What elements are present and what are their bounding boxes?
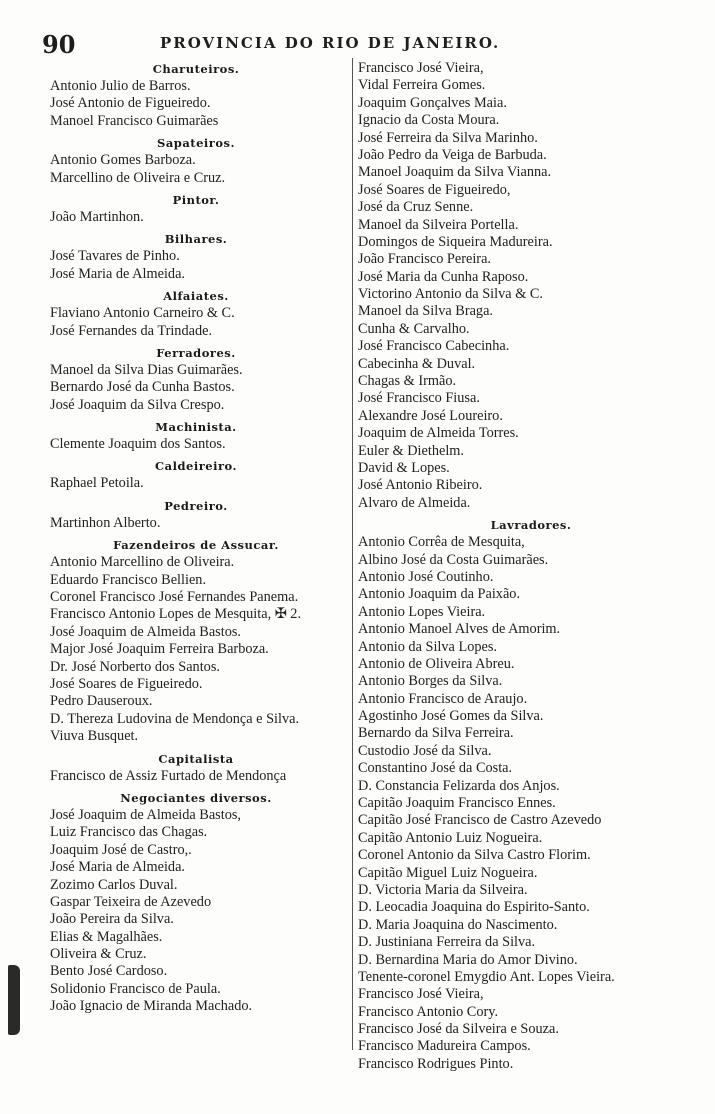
page-number: 90 bbox=[42, 30, 76, 59]
section-fazendeiros-de-assucar bbox=[42, 536, 350, 749]
directory-entry: Euler & Diethelm. bbox=[358, 442, 465, 459]
directory-entry: D. Constancia Felizarda dos Anjos. bbox=[358, 777, 560, 794]
section-heading: Negociantes diversos. bbox=[120, 790, 272, 805]
section-heading: Alfaiates. bbox=[163, 289, 229, 304]
directory-entry: Eduardo Francisco Bellien. bbox=[50, 571, 207, 588]
section-heading: Sapateiros. bbox=[157, 136, 235, 151]
section-lavradores bbox=[356, 516, 706, 1077]
directory-entry: Francisco de Assiz Furtado de Mendonça bbox=[50, 767, 287, 784]
directory-entry: Capitão Miguel Luiz Nogueira. bbox=[358, 864, 538, 881]
directory-entry: Cabecinha & Duval. bbox=[358, 355, 476, 372]
directory-entry: José Tavares de Pinho. bbox=[50, 248, 180, 265]
directory-entry: Alvaro de Almeida. bbox=[358, 494, 471, 511]
directory-entry: Domingos de Siqueira Madureira. bbox=[358, 233, 553, 250]
directory-entry: Antonio Julio de Barros. bbox=[50, 78, 191, 94]
directory-entry: Clemente Joaquim dos Santos. bbox=[50, 436, 226, 453]
directory-entry: Bernardo da Silva Ferreira. bbox=[358, 725, 514, 742]
directory-entry: Coronel Francisco José Fernandes Panema. bbox=[50, 589, 299, 606]
directory-entry: José Soares de Figueiredo, bbox=[358, 181, 511, 198]
directory-entry: D. Bernardina Maria do Amor Divino. bbox=[358, 951, 578, 968]
directory-entry: Marcellino de Oliveira e Cruz. bbox=[50, 169, 226, 186]
directory-entry: Antonio Marcellino de Oliveira. bbox=[50, 554, 235, 571]
section-heading: Bilhares. bbox=[164, 232, 228, 247]
directory-entry: Antonio Lopes Vieira. bbox=[358, 603, 486, 620]
directory-entry: Constantino José da Costa. bbox=[358, 760, 513, 777]
directory-entry: José Francisco Fiusa. bbox=[358, 390, 480, 407]
section-negociantes-diversos bbox=[42, 789, 350, 1020]
section-heading: Pintor. bbox=[172, 192, 220, 207]
directory-entry: Raphael Petoila. bbox=[50, 475, 144, 492]
section-continued bbox=[356, 60, 706, 516]
directory-entry: Joaquim José de Castro,. bbox=[50, 841, 192, 858]
directory-entry: José Joaquim de Almeida Bastos. bbox=[50, 623, 242, 640]
directory-entry: Manoel da Silva Braga. bbox=[358, 303, 493, 320]
directory-entry: Antonio da Silva Lopes. bbox=[358, 638, 497, 655]
section-charuteiros bbox=[42, 60, 350, 134]
directory-entry: Viuva Busquet. bbox=[50, 728, 139, 745]
directory-entry: Cunha & Carvalho. bbox=[358, 320, 470, 337]
directory-entry: Antonio Borges da Silva. bbox=[358, 673, 503, 690]
directory-entry: Francisco Antonio Lopes de Mesquita, ✠ 2. bbox=[50, 606, 302, 623]
directory-entry: Solidonio Francisco de Paula. bbox=[50, 980, 221, 997]
directory-entry: José Ferreira da Silva Marinho. bbox=[358, 129, 538, 146]
directory-entry: José Joaquim de Almeida Bastos, bbox=[50, 806, 242, 823]
directory-entry: Antonio Manoel Alves de Amorim. bbox=[358, 621, 561, 638]
directory-entry: José da Cruz Senne. bbox=[358, 199, 474, 216]
directory-entry: Francisco José Vieira, bbox=[358, 986, 484, 1003]
directory-entry: Manoel Joaquim da Silva Vianna. bbox=[358, 164, 552, 181]
directory-entry: Francisco Antonio Cory. bbox=[358, 1003, 499, 1020]
section-heading: Lavradores. bbox=[490, 518, 572, 533]
directory-entry: Elias & Magalhães. bbox=[50, 928, 163, 945]
directory-entry: José Soares de Figueiredo. bbox=[50, 675, 203, 692]
directory-entry: José Antonio de Figueiredo. bbox=[50, 95, 211, 112]
left-column bbox=[42, 60, 350, 1020]
directory-entry: Martinhon Alberto. bbox=[50, 514, 161, 531]
running-title: PROVINCIA DO RIO DE JANEIRO. bbox=[160, 34, 501, 52]
directory-entry: Gaspar Teixeira de Azevedo bbox=[50, 893, 212, 910]
directory-entry: Antonio de Oliveira Abreu. bbox=[358, 655, 515, 672]
directory-entry: Flaviano Antonio Carneiro & C. bbox=[50, 305, 235, 322]
directory-entry: Antonio Joaquim da Paixão. bbox=[358, 586, 521, 603]
directory-entry: Francisco Rodrigues Pinto. bbox=[358, 1055, 514, 1072]
directory-entry: Custodio José da Silva. bbox=[358, 742, 492, 759]
section-pintor bbox=[42, 191, 350, 230]
directory-entry: D. Justiniana Ferreira da Silva. bbox=[358, 934, 536, 951]
directory-entry: José Maria da Cunha Raposo. bbox=[358, 268, 529, 285]
directory-entry: Oliveira & Cruz. bbox=[50, 946, 147, 963]
directory-entry: José Joaquim da Silva Crespo. bbox=[50, 396, 225, 413]
section-heading: Capitalista bbox=[158, 751, 234, 766]
section-heading: Ferradores. bbox=[156, 345, 236, 360]
directory-entry: Capitão José Francisco de Castro Azevedo bbox=[358, 812, 602, 829]
directory-entry: Francisco José Vieira, bbox=[358, 60, 484, 76]
directory-entry: Agostinho José Gomes da Silva. bbox=[358, 708, 544, 725]
directory-entry: Ignacio da Costa Moura. bbox=[358, 112, 500, 129]
section-capitalista bbox=[42, 750, 350, 789]
directory-entry: Francisco Madureira Campos. bbox=[358, 1038, 531, 1055]
section-heading: Fazendeiros de Assucar. bbox=[113, 538, 279, 553]
column-divider bbox=[352, 58, 353, 1050]
directory-entry: Antonio Gomes Barboza. bbox=[50, 152, 196, 169]
directory-entry: Coronel Antonio da Silva Castro Florim. bbox=[358, 847, 591, 864]
directory-entry: Luiz Francisco das Chagas. bbox=[50, 824, 208, 841]
page-edge-mark bbox=[8, 965, 20, 1035]
directory-entry: Joaquim Gonçalves Maia. bbox=[358, 94, 507, 111]
right-column bbox=[356, 60, 706, 1077]
directory-entry: Joaquim de Almeida Torres. bbox=[358, 425, 519, 442]
directory-entry: Pedro Dauseroux. bbox=[50, 693, 153, 710]
directory-entry: Antonio José Coutinho. bbox=[358, 568, 494, 585]
page-header bbox=[40, 26, 700, 58]
directory-entry: Manoel da Silveira Portella. bbox=[358, 216, 519, 233]
directory-entry: José Francisco Cabecinha. bbox=[358, 338, 510, 355]
directory-entry: Tenente-coronel Emygdio Ant. Lopes Vieira. bbox=[358, 968, 615, 985]
section-ferradores bbox=[42, 344, 350, 418]
directory-entry: Zozimo Carlos Duval. bbox=[50, 876, 178, 893]
section-sapateiros bbox=[42, 134, 350, 191]
directory-entry: Victorino Antonio da Silva & C. bbox=[358, 286, 543, 303]
section-machinista bbox=[42, 418, 350, 457]
directory-entry: Antonio Francisco de Araujo. bbox=[358, 690, 528, 707]
section-pedreiro bbox=[42, 497, 350, 536]
directory-entry: José Maria de Almeida. bbox=[50, 859, 185, 876]
directory-entry: D. Thereza Ludovina de Mendonça e Silva. bbox=[50, 710, 300, 727]
directory-entry: Major José Joaquim Ferreira Barboza. bbox=[50, 641, 269, 658]
directory-entry: João Pedro da Veiga de Barbuda. bbox=[358, 146, 547, 163]
directory-entry: Vidal Ferreira Gomes. bbox=[358, 77, 486, 94]
section-bilhares bbox=[42, 230, 350, 287]
directory-entry: Bento José Cardoso. bbox=[50, 963, 168, 980]
directory-entry: David & Lopes. bbox=[358, 459, 450, 476]
directory-entry: João Martinhon. bbox=[50, 208, 144, 225]
section-heading: Machinista. bbox=[155, 420, 237, 435]
directory-entry: Francisco José da Silveira e Souza. bbox=[358, 1021, 559, 1038]
directory-entry: Manoel Francisco Guimarães bbox=[50, 112, 219, 129]
section-heading: Pedreiro. bbox=[164, 498, 228, 513]
directory-entry: José Maria de Almeida. bbox=[50, 265, 185, 282]
directory-entry: Capitão Antonio Luiz Nogueira. bbox=[358, 829, 543, 846]
directory-entry: Antonio Corrêa de Mesquita, bbox=[358, 534, 525, 551]
directory-entry: Manoel da Silva Dias Guimarães. bbox=[50, 361, 243, 378]
directory-entry: Bernardo José da Cunha Bastos. bbox=[50, 379, 235, 396]
directory-entry: Albino José da Costa Guimarães. bbox=[358, 551, 549, 568]
section-alfaiates bbox=[42, 287, 350, 344]
directory-entry: D. Maria Joaquina do Nascimento. bbox=[358, 916, 558, 933]
directory-entry: Chagas & Irmão. bbox=[358, 373, 457, 390]
directory-entry: José Fernandes da Trindade. bbox=[50, 322, 213, 339]
directory-entry: João Pereira da Silva. bbox=[50, 911, 174, 928]
directory-entry: D. Leocadia Joaquina do Espirito-Santo. bbox=[358, 899, 590, 916]
section-heading: Charuteiros. bbox=[152, 62, 240, 76]
directory-entry: João Ignacio de Miranda Machado. bbox=[50, 998, 253, 1015]
directory-entry: José Antonio Ribeiro. bbox=[358, 477, 483, 494]
section-caldeireiro bbox=[42, 457, 350, 496]
section-heading: Caldeireiro. bbox=[155, 459, 237, 474]
directory-entry: Dr. José Norberto dos Santos. bbox=[50, 658, 220, 675]
directory-entry: Alexandre José Loureiro. bbox=[358, 407, 503, 424]
directory-entry: D. Victoria Maria da Silveira. bbox=[358, 881, 528, 898]
directory-entry: Capitão Joaquim Francisco Ennes. bbox=[358, 795, 556, 812]
directory-entry: João Francisco Pereira. bbox=[358, 251, 491, 268]
